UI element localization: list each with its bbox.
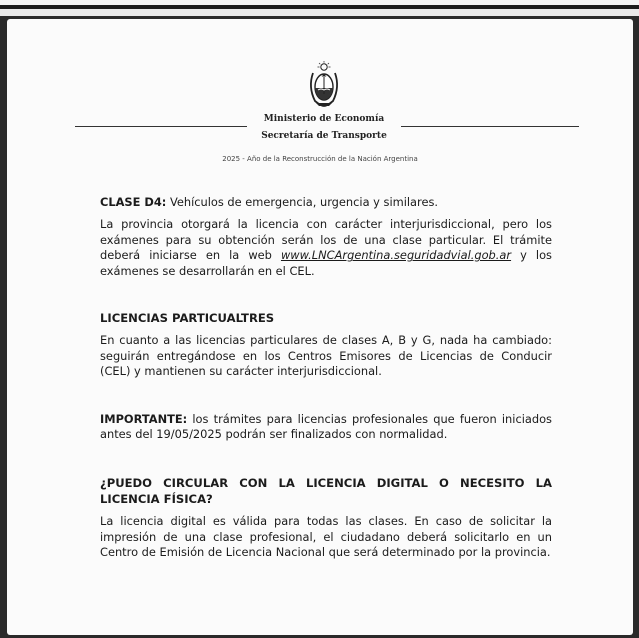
secretariat-name: Secretaría de Transporte (261, 131, 387, 141)
particulares-heading: LICENCIAS PARTICUALTRES (100, 311, 275, 326)
importante-label: IMPORTANTE: (100, 411, 188, 426)
d4-title (100, 195, 552, 210)
faq-answer: La licencia digital es válida para todas las clases. En caso de solicitar la impresión de una clase profesional, el ciudadano deberá solicitarlo en un Centro de Emisión de Licencia Nacional que será determinado por la provincia. (100, 514, 552, 560)
d4-body-before-link: La provincia otorgará la licencia con carácter interjurisdiccional, pero los exámenes para su obtención serán los de una clase particular. El trámite deberá iniciarse en la web (100, 217, 552, 263)
d4-body-after-link: y los exámenes se desarrollarán en el CEL. (100, 248, 552, 278)
year-motto: 2025 - Año de la Reconstrucción de la Nación Argentina (222, 155, 418, 163)
header-rule-left (75, 126, 247, 127)
coat-of-arms-icon (307, 59, 341, 109)
importante-text: los trámites para licencias profesionales que fueron iniciados antes del 19/05/2025 podrán ser finalizados con normalidad. (100, 411, 552, 442)
faq-question: ¿PUEDO CIRCULAR CON LA LICENCIA DIGITAL O NECESITO LA LICENCIA FÍSICA? (100, 476, 552, 506)
header-rule-right (401, 126, 579, 127)
previous-page-edge (0, 0, 639, 16)
ministry-name: Ministerio de Economía (263, 114, 385, 124)
particulares-paragraph: En cuanto a las licencias particulares de clases A, B y G, nada ha cambiado: seguirán entregándose en los Centros Emisores de Licencias de Conducir (CEL) y mantienen su carácter interjurisdiccional. (100, 333, 552, 379)
d4-label: CLASE D4: (100, 195, 167, 209)
importante-paragraph (100, 412, 552, 443)
d4-paragraph (100, 217, 552, 279)
document-page (7, 19, 633, 635)
document-body (100, 195, 552, 561)
d4-text: Vehículos de emergencia, urgencia y similares. (166, 195, 439, 209)
lnc-website-link[interactable]: www.LNCArgentina.seguridadvial.gob.ar (280, 248, 512, 263)
